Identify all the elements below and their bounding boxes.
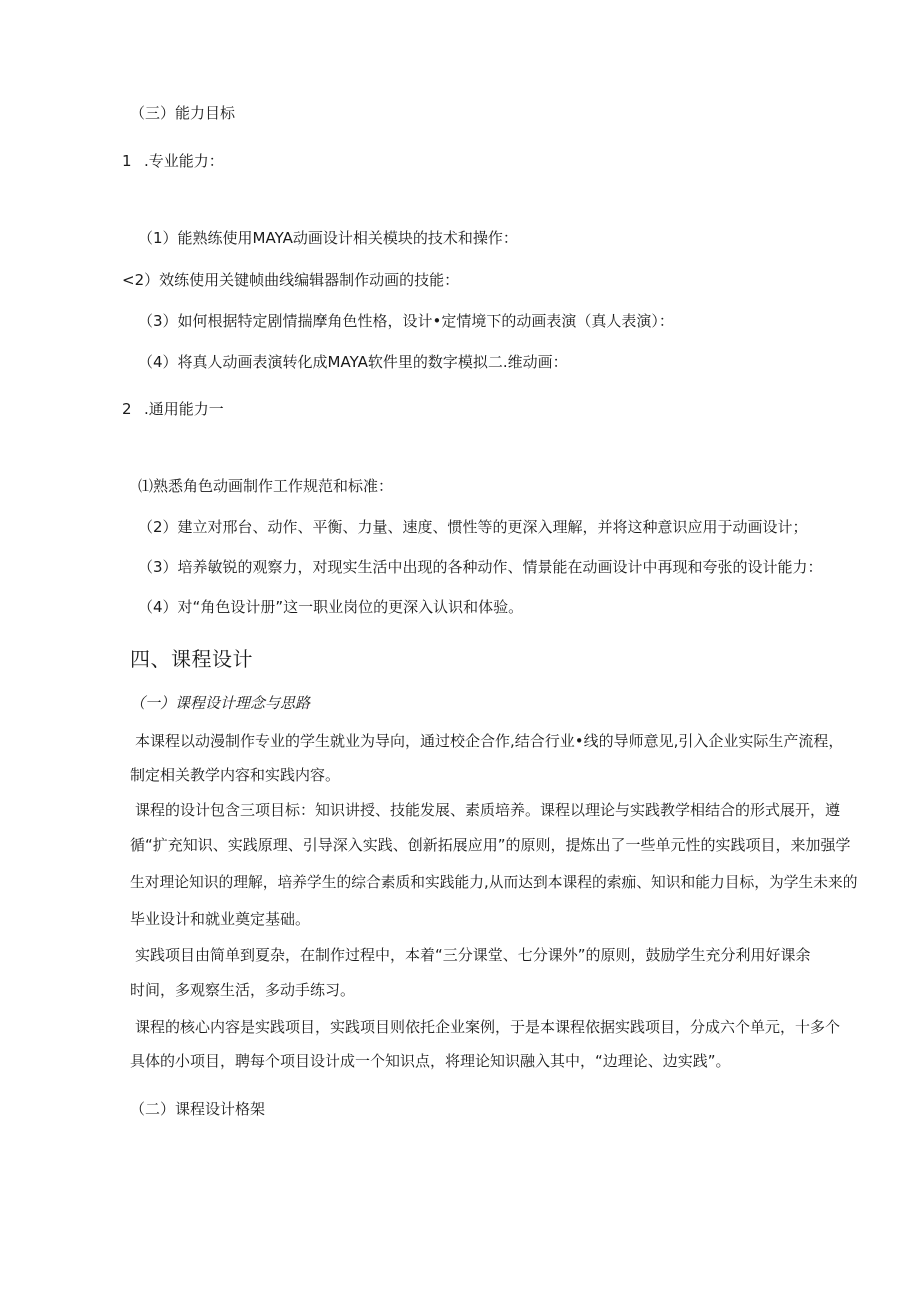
paragraph-2-line-3: 生对理论知识的理解，培养学生的综合素质和实践能力,从而达到本课程的索痂、知识和能力目标，为学生未来的 [130,874,858,891]
paragraph-1-line-1: 本课程以动漫制作专业的学生就业为导向，通过校企合作,结合行业•线的导师意见,引入企业实际生产流程， [135,732,844,750]
paragraph-3-line-1: 实践项目由简单到夏杂，在制作过程中，本着“三分课堂、七分课外”的原则，鼓励学生充分利用好课余 [135,946,811,964]
paragraph-4-line-2: 具体的小项目，聘每个项目设计成一个知识点，将理论知识融入其中，“边理论、边实践”。 [130,1052,731,1070]
paragraph-2-line-2: 循“扩充知识、实践原理、引导深入实践、创新拓展应用”的原则，提炼出了一些单元性的实践项目，来加强学 [130,836,851,854]
paragraph-2-line-1: 课程的设计包含三项目标：知识讲授、技能发展、素质培养。课程以理论与实践教学相结合的形式展开，遵 [135,801,841,819]
professional-item-3: （3）如何根据特定剧情揣摩角色性格，设计•定情境下的动画表演（真人表演）： [138,312,674,330]
professional-ability-title [122,151,224,171]
paragraph-4-line-1: 课程的核心内容是实践项目，实践项目则依托企业案例，于是本课程依据实践项目，分成六个单元，十多个 [135,1018,841,1036]
general-item-3: （3）培养敏锐的观察力，对现实生活中出现的各种动作、情景能在动画设计中再现和夸张的设计能力： [138,558,823,576]
general-item-4: （4）对“角色设计册”这一职业岗位的更深入认识和体验。 [138,598,524,616]
design-framework-heading: （二）课程设计格架 [130,1100,266,1118]
professional-ability-label: .专业能力： [144,152,224,170]
professional-item-1: （1）能熟练使用MAYA动画设计相关模块的技术和操作： [138,229,518,247]
course-design-heading: 四、课程设计 [130,647,253,671]
professional-item-2: <2）效练使用关键帧曲线编辑器制作动画的技能： [122,271,460,289]
paragraph-3-line-2: 时间，多观察生活，多动手练习。 [130,981,356,999]
general-ability-number: 2 [122,400,132,418]
general-ability-label: .通用能力一 [144,400,224,418]
ability-goals-heading: （三）能力目标 [130,104,236,122]
general-item-2: （2）建立对邢台、动作、平衡、力量、速度、惯性等的更深入理解，并将这种意识应用于动画设计； [138,518,808,536]
professional-item-4: （4）将真人动画表演转化成MAYA软件里的数字模拟二.维动画： [138,353,568,371]
paragraph-1-line-2: 制定相关教学内容和实践内容。 [130,766,341,784]
general-ability-title [122,399,224,419]
general-item-1: ⑴熟悉角色动画制作工作规范和标准： [138,477,394,495]
professional-ability-number: 1 [122,152,132,170]
paragraph-2-line-4: 毕业设计和就业奠定基础。 [130,910,311,928]
design-concept-heading: （一）课程设计理念与思路 [130,694,311,712]
